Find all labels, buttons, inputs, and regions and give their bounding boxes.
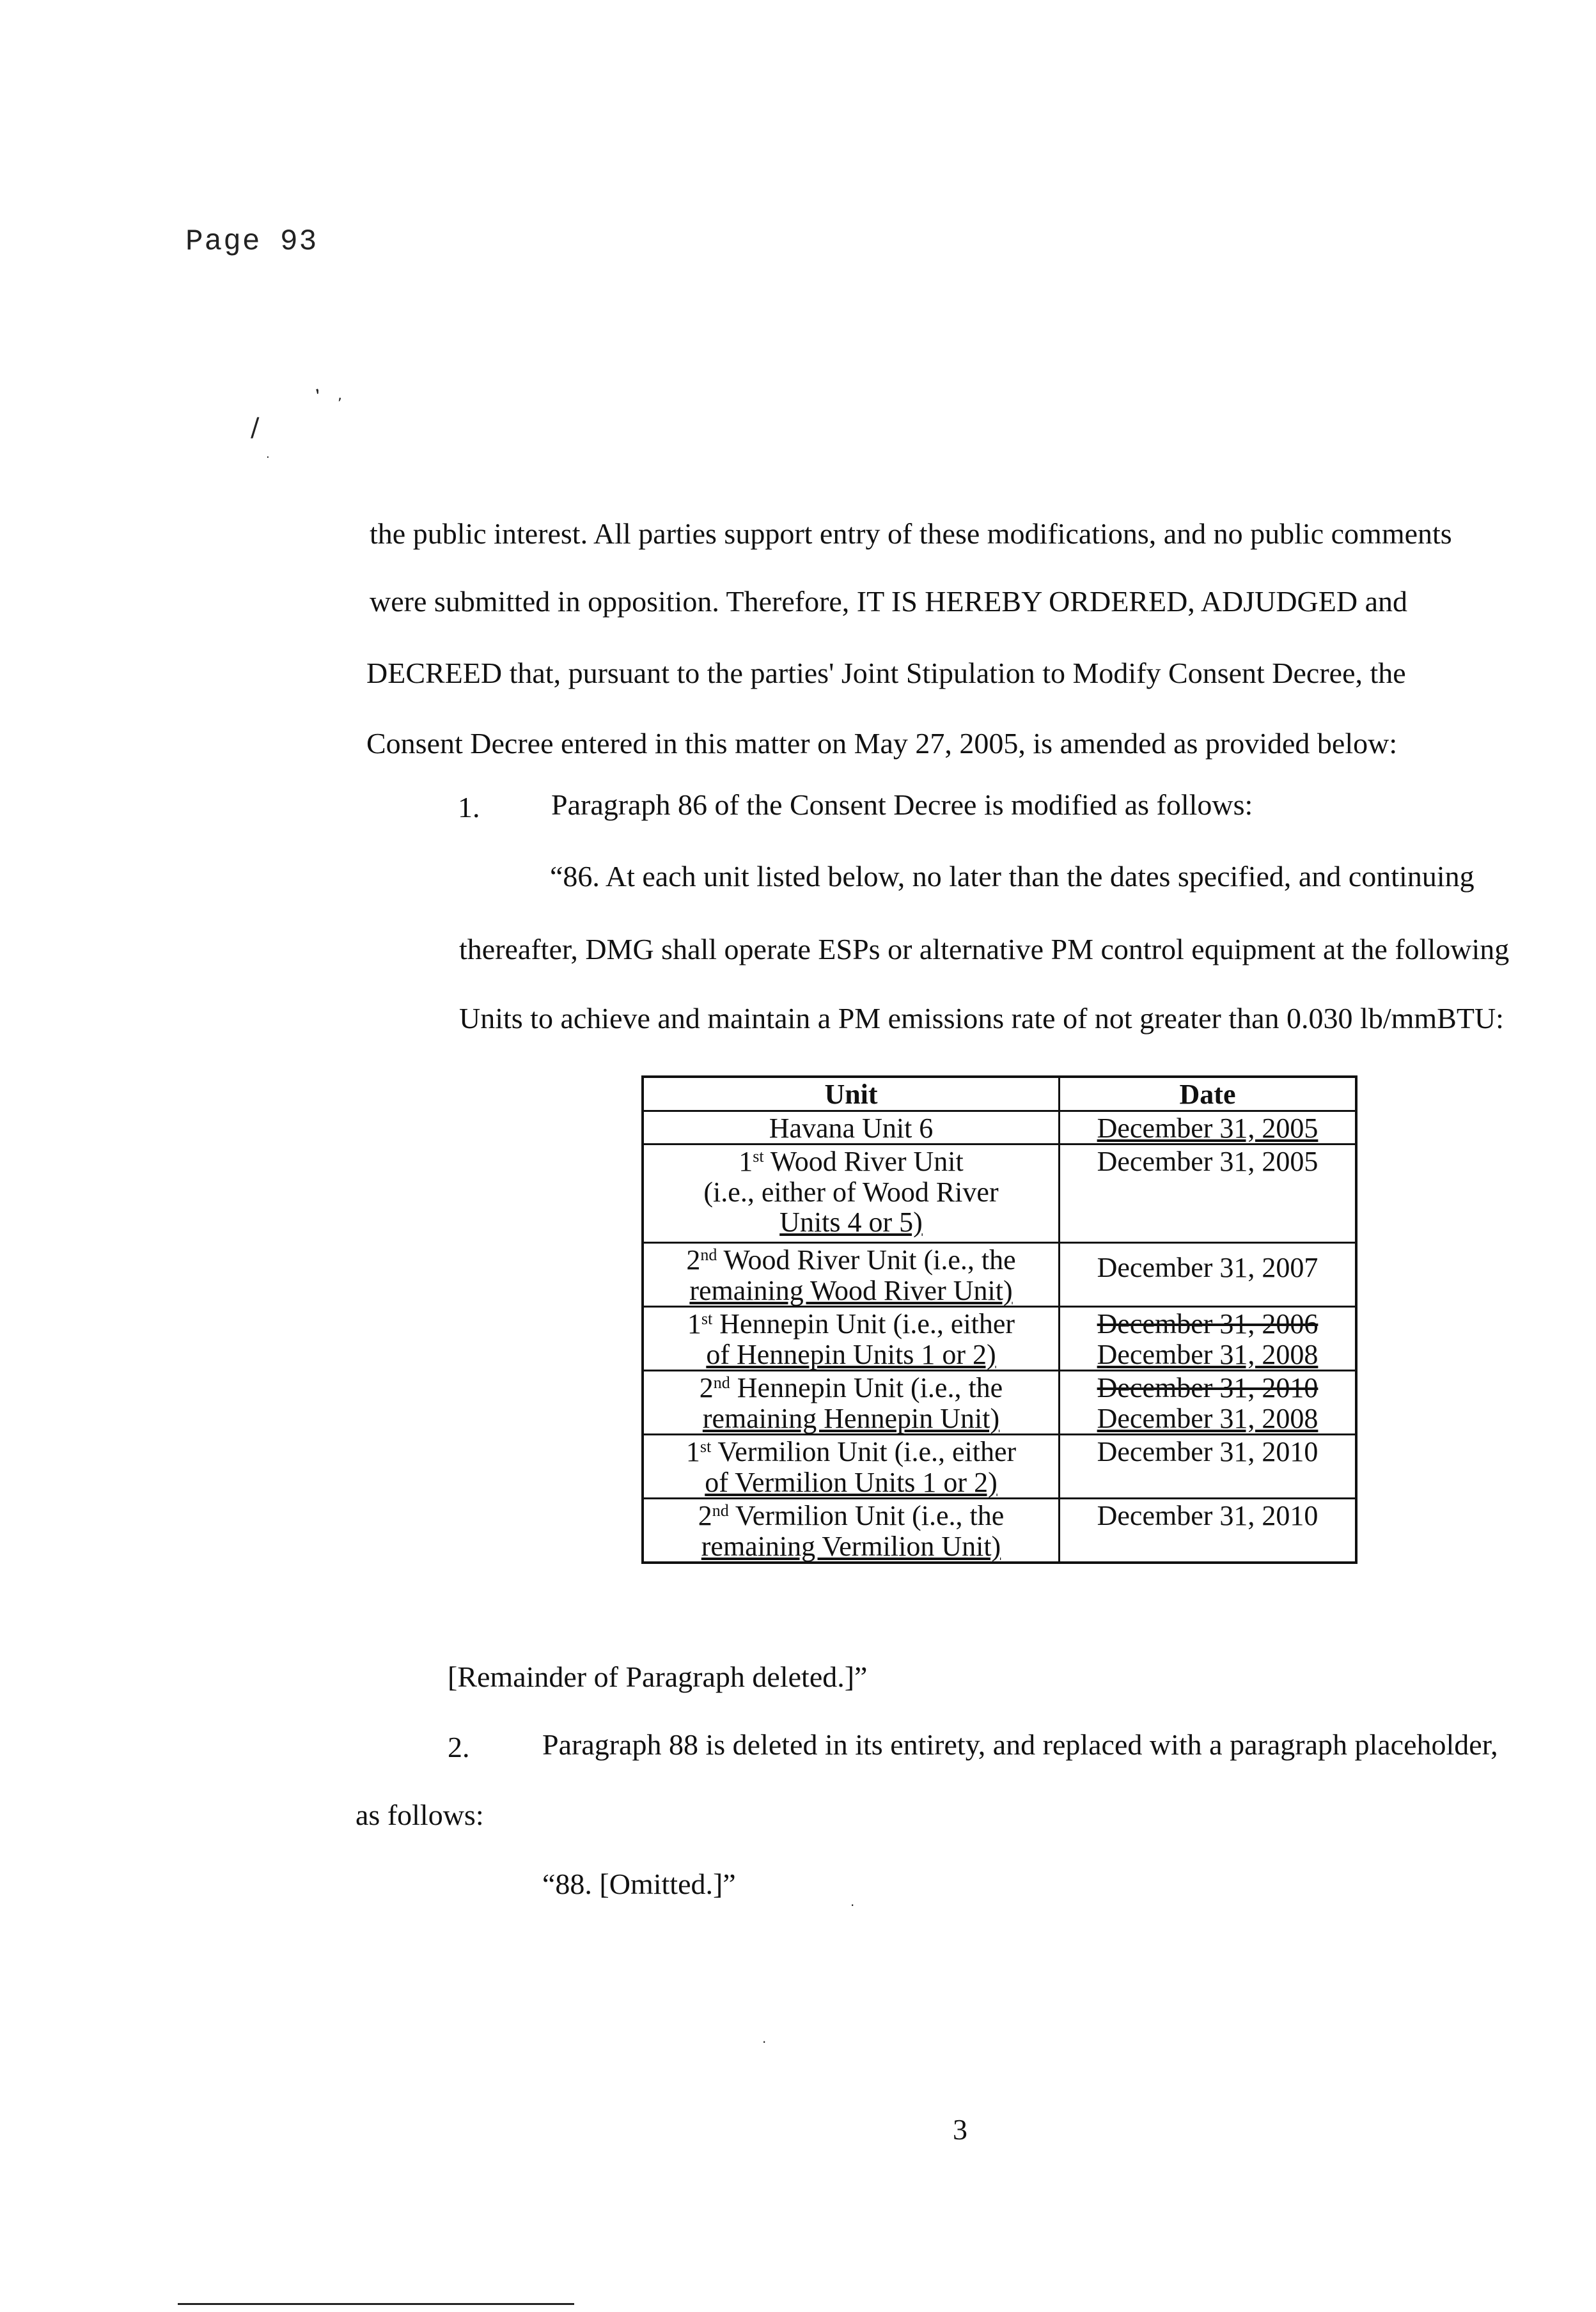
date-cell: [1060, 1243, 1357, 1307]
quote-line: Units to achieve and maintain a PM emissions rate of not greater than 0.030 lb/mmBTU:: [459, 1002, 1504, 1035]
unit-ordinal: 1: [685, 1436, 700, 1468]
ordinal-suffix: st: [701, 1309, 713, 1329]
unit-text: remaining Wood River Unit): [689, 1274, 1013, 1306]
quote-line: “86. At each unit listed below, no later than the dates specified, and continuing: [550, 860, 1475, 893]
date-column-header: Date: [1060, 1077, 1357, 1111]
scan-mark: .: [266, 448, 270, 461]
table-row: [643, 1111, 1356, 1144]
date-cell: [1060, 1307, 1357, 1371]
unit-text: Units 4 or 5): [779, 1207, 923, 1238]
intro-line: were submitted in opposition. Therefore, IT IS HEREBY ORDERED, ADJUDGED and: [370, 585, 1408, 618]
date-cell: [1060, 1144, 1357, 1243]
table-row: [643, 1144, 1356, 1243]
scan-mark: /: [251, 413, 260, 442]
unit-cell: [643, 1371, 1060, 1435]
unit-ordinal: 1: [687, 1308, 701, 1340]
ordinal-suffix: nd: [700, 1246, 717, 1265]
unit-text: Hennepin Unit (i.e., either: [712, 1308, 1015, 1340]
unit-cell: [643, 1499, 1060, 1563]
table-row: [643, 1435, 1356, 1499]
unit-cell: [643, 1435, 1060, 1499]
page-header: Page 93: [185, 225, 318, 258]
ordinal-suffix: nd: [712, 1501, 729, 1520]
date-text: December 31, 2005: [1097, 1112, 1318, 1144]
item-1-text: Paragraph 86 of the Consent Decree is modified as follows:: [551, 788, 1253, 821]
units-table: [641, 1075, 1357, 1564]
footer-rule: [178, 2303, 574, 2305]
unit-cell: [643, 1307, 1060, 1371]
quote-line: thereafter, DMG shall operate ESPs or alternative PM control equipment at the following: [459, 933, 1510, 965]
ordinal-suffix: st: [753, 1147, 764, 1166]
unit-cell: [643, 1144, 1060, 1243]
table-row: [643, 1371, 1356, 1435]
ordinal-suffix: nd: [713, 1373, 730, 1393]
struck-date: December 31, 2010: [1097, 1372, 1318, 1404]
date-text: December 31, 2007: [1097, 1252, 1318, 1284]
date-text: December 31, 2008: [1097, 1338, 1318, 1370]
date-text: December 31, 2010: [1097, 1436, 1318, 1468]
table-row: [643, 1243, 1356, 1307]
item-2-text: Paragraph 88 is deleted in its entirety, and replaced with a paragraph placeholder,: [542, 1728, 1498, 1761]
date-text: December 31, 2008: [1097, 1402, 1318, 1434]
table-row: [643, 1499, 1356, 1563]
unit-text: Vermilion Unit (i.e., the: [728, 1500, 1005, 1532]
date-cell: [1060, 1371, 1357, 1435]
unit-text: remaining Vermilion Unit): [701, 1530, 1001, 1562]
unit-ordinal: 2: [699, 1372, 714, 1404]
struck-date: December 31, 2006: [1097, 1308, 1318, 1340]
unit-ordinal: 2: [686, 1244, 701, 1276]
unit-text: Vermilion Unit (i.e., either: [711, 1436, 1017, 1468]
intro-line: Consent Decree entered in this matter on May 27, 2005, is amended as provided below:: [366, 727, 1398, 760]
date-text: December 31, 2010: [1097, 1500, 1318, 1532]
unit-cell: [643, 1243, 1060, 1307]
scan-mark: .: [850, 1894, 855, 1909]
unit-ordinal: 1: [739, 1146, 753, 1178]
page-number: 3: [953, 2113, 967, 2146]
unit-text: Wood River Unit (i.e., the: [717, 1244, 1016, 1276]
unit-text: of Vermilion Units 1 or 2): [705, 1466, 997, 1498]
unit-text: remaining Hennepin Unit): [702, 1402, 1000, 1434]
item-1-number: 1.: [458, 791, 480, 824]
unit-text: of Hennepin Units 1 or 2): [706, 1338, 996, 1370]
paragraph-88-quote: “88. [Omitted.]”: [542, 1868, 736, 1900]
date-text: December 31, 2005: [1097, 1146, 1318, 1178]
remainder-deleted-note: [Remainder of Paragraph deleted.]”: [448, 1660, 868, 1693]
date-cell: [1060, 1435, 1357, 1499]
date-cell: [1060, 1111, 1357, 1144]
unit-column-header: Unit: [643, 1077, 1060, 1111]
ordinal-suffix: st: [700, 1437, 712, 1457]
unit-text: Hennepin Unit (i.e., the: [730, 1372, 1003, 1404]
item-2-continuation: as follows:: [356, 1799, 484, 1831]
scan-mark: ,: [338, 387, 342, 403]
intro-line: DECREED that, pursuant to the parties' Joint Stipulation to Modify Consent Decree, the: [366, 657, 1406, 689]
scan-mark: ,: [308, 374, 323, 398]
unit-text: Havana Unit 6: [769, 1112, 934, 1144]
unit-text: (i.e., either of Wood River: [703, 1176, 999, 1208]
intro-line: the public interest. All parties support entry of these modifications, and no public comments: [370, 517, 1452, 550]
unit-ordinal: 2: [698, 1500, 712, 1532]
scan-mark: .: [762, 2031, 767, 2046]
item-2-number: 2.: [448, 1731, 470, 1763]
table-row: [643, 1307, 1356, 1371]
date-cell: [1060, 1499, 1357, 1563]
table-header-row: [643, 1077, 1356, 1111]
unit-text: Wood River Unit: [763, 1146, 964, 1178]
unit-cell: [643, 1111, 1060, 1144]
